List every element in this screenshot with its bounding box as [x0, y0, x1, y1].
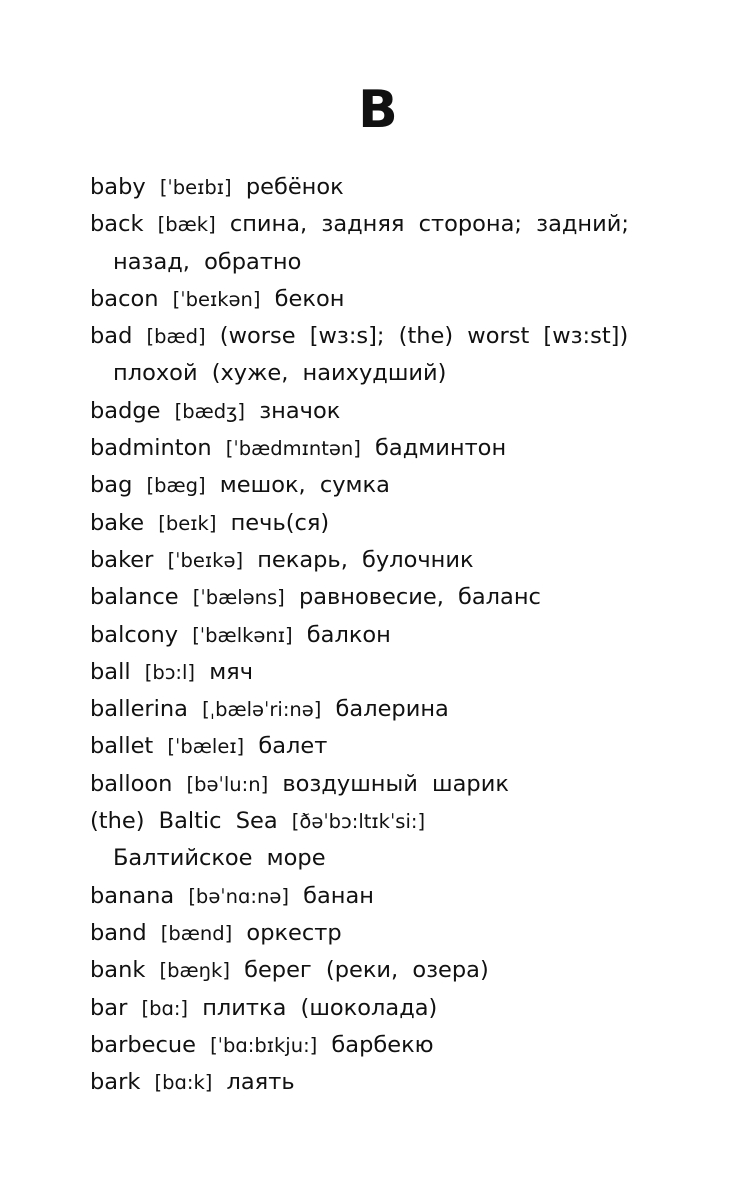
entry-transcription: [ˈbædmɪntən]	[225, 437, 361, 461]
entry-transcription: [beɪk]	[158, 511, 217, 535]
entry-word: ball	[90, 658, 131, 685]
entry-transcription: [ðəˈbɔ:ltɪkˈsi:]	[291, 810, 426, 834]
entry-translation: значок	[259, 397, 341, 424]
dictionary-entry	[90, 766, 675, 803]
entry-translation: берег (реки, озера)	[244, 957, 489, 984]
entry-translation: балкон	[306, 621, 391, 648]
entry-word: balcony	[90, 621, 179, 648]
dictionary-entry	[90, 393, 675, 430]
entry-translation: воздушный шарик	[282, 770, 509, 797]
entry-transcription: [ˈbeɪkə]	[167, 548, 244, 572]
entry-transcription: [bædʒ]	[174, 399, 246, 423]
entry-translation: плитка (шоколада)	[202, 994, 438, 1021]
entry-translation: мяч	[209, 658, 253, 685]
dictionary-entry	[90, 579, 675, 616]
entry-word: bake	[90, 509, 145, 536]
entry-transcription: [bəˈlu:n]	[186, 772, 269, 796]
entry-continuation: Балтийское море	[113, 845, 326, 872]
entry-word: baker	[90, 546, 154, 573]
entry-transcription: [bɔ:l]	[144, 660, 196, 684]
entry-word: (the) Baltic Sea	[90, 808, 278, 835]
entry-transcription: [ˌbæləˈri:nə]	[202, 698, 322, 722]
entry-translation: спина, задняя сторона; задний;	[229, 211, 629, 238]
entry-transcription: [bænd]	[160, 921, 233, 945]
entry-transcription: [ˈbæleɪ]	[167, 735, 245, 759]
entry-translation: лаять	[226, 1069, 295, 1096]
dictionary-entry	[90, 542, 675, 579]
entry-translation: бадминтон	[375, 435, 507, 462]
entry-word: badminton	[90, 435, 212, 462]
entry-transcription: [bɑ:k]	[154, 1071, 213, 1095]
dictionary-entry	[90, 281, 675, 318]
entry-translation: балерина	[335, 696, 449, 723]
dictionary-entry	[90, 654, 675, 691]
dictionary-entry	[90, 691, 675, 728]
entry-transcription: [ˈbeɪbɪ]	[159, 176, 232, 199]
entry-word: ballerina	[90, 696, 188, 723]
entry-word: bark	[90, 1069, 141, 1096]
entry-word: baby	[90, 174, 146, 200]
entry-transcription: [bəˈnɑ:nə]	[188, 884, 289, 908]
dictionary-entry	[90, 915, 675, 952]
entry-translation: банан	[303, 882, 374, 909]
entry-word: ballet	[90, 733, 154, 760]
entry-transcription: [bɑ:]	[141, 996, 189, 1020]
dictionary-entry	[90, 467, 675, 504]
entry-transcription: [ˈbæləns]	[192, 586, 285, 610]
entry-transcription: [ˈbælkənɪ]	[192, 623, 293, 647]
entry-translation: печь(ся)	[230, 509, 330, 536]
dictionary-entry	[90, 505, 675, 542]
entry-word: bad	[90, 323, 133, 350]
dictionary-entry	[90, 430, 675, 467]
dictionary-entry	[90, 990, 675, 1027]
entry-translation: пекарь, булочник	[257, 546, 474, 573]
entry-word: bank	[90, 957, 146, 984]
entry-word: bag	[90, 472, 133, 499]
entry-transcription: [bæk]	[157, 213, 216, 237]
entry-word: back	[90, 211, 144, 238]
entry-translation: барбекю	[331, 1031, 434, 1058]
entry-list	[90, 169, 675, 1101]
entry-transcription: [ˈbeɪkən]	[172, 287, 261, 311]
entry-translation: равновесие, баланс	[298, 584, 541, 611]
section-letter-heading: B	[358, 80, 398, 140]
entry-word: band	[90, 919, 147, 946]
dictionary-entry	[90, 617, 675, 654]
entry-transcription: [bæg]	[146, 474, 206, 498]
entry-translation: оркестр	[246, 919, 342, 946]
entry-word: bacon	[90, 285, 159, 312]
entry-transcription: [bæŋk]	[159, 959, 230, 983]
entry-transcription: [ˈbɑ:bɪkju:]	[210, 1033, 318, 1057]
entry-word: banana	[90, 882, 175, 909]
entry-transcription: [bæd]	[146, 325, 206, 349]
dictionary-entry	[90, 1027, 675, 1064]
entry-continuation: назад, обратно	[113, 248, 302, 275]
entry-translation: мешок, сумка	[219, 472, 390, 499]
dictionary-entry	[90, 318, 675, 393]
entry-word: bar	[90, 994, 128, 1021]
entry-continuation: плохой (хуже, наихудший)	[113, 360, 447, 387]
entry-word: balance	[90, 584, 179, 611]
entry-translation: балет	[258, 733, 328, 760]
dictionary-entry	[90, 803, 675, 878]
entry-word: badge	[90, 397, 161, 424]
entry-translation: бекон	[274, 285, 345, 312]
dictionary-entry	[90, 952, 675, 989]
entry-translation: ребёнок	[245, 174, 344, 200]
dictionary-entry	[90, 878, 675, 915]
dictionary-entry	[90, 728, 675, 765]
dictionary-entry	[90, 169, 675, 206]
entry-word: balloon	[90, 770, 173, 797]
dictionary-entry	[90, 1064, 675, 1101]
dictionary-entry	[90, 206, 675, 281]
entry-word: barbecue	[90, 1031, 196, 1058]
entry-translation: (worse [wɜ:s]; (the) worst [wɜ:st])	[219, 323, 629, 350]
